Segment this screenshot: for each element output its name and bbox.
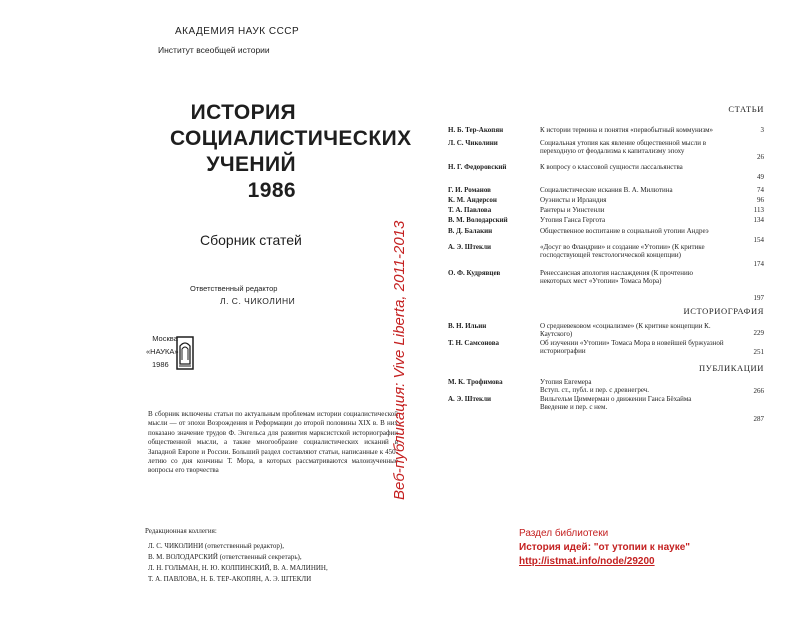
toc-subtitle: Введение и пер. с нем. bbox=[540, 403, 608, 412]
toc-author: М. К. Трофимова bbox=[448, 378, 503, 386]
toc-title bbox=[540, 227, 726, 235]
academy-name: АКАДЕМИЯ НАУК СССР bbox=[175, 26, 300, 37]
title-line: ИСТОРИЯ bbox=[190, 101, 296, 124]
toc-title-text: О средневековом «социализме» (К критике концепции К. Каутского) bbox=[540, 322, 711, 339]
toc-title bbox=[540, 322, 726, 338]
toc-title-text: Социальная утопия как явление общественной мысли в переходную от феодализма к капитализму эпоху bbox=[540, 139, 706, 156]
toc-page-number: 49 bbox=[757, 173, 764, 181]
toc-title-text: Рантеры и Уинстенли bbox=[540, 206, 605, 214]
toc-author: Т. Н. Самсонова bbox=[448, 339, 499, 347]
institute-name: Институт всеобщей истории bbox=[158, 45, 270, 55]
web-publication-note: Веб-публикация: Vive Liberta, 2011-2013 bbox=[391, 220, 408, 500]
toc-page-number: 134 bbox=[753, 216, 764, 224]
toc-title-text: «Досуг во Фландрии» и создание «Утопии» (К критике господствующей текстологической концепции) bbox=[540, 243, 705, 260]
toc-title bbox=[540, 243, 726, 259]
toc-title bbox=[540, 196, 726, 204]
toc-author: Л. С. Чиколини bbox=[448, 139, 498, 147]
toc-title-text: Оуэнисты и Ирландия bbox=[540, 196, 607, 204]
editor-name: Л. С. ЧИКОЛИНИ bbox=[220, 296, 296, 306]
library-link[interactable]: http://istmat.info/node/29200 bbox=[519, 556, 655, 567]
annotation: В сборник включены статьи по актуальным проблемам истории социалистической мысли — от эпохи Возрождения и Реформации до второй половины XIX в. В них показано значение трудов Ф. Энгельса для развития марксистской историографии общественной мысли, а также многообразие социалистических исканий в Западной Европе и России. Больший раздел составляют статьи, написанные к 450-летию со дня кончины Т. Мора, в которых рассматриваются малоизученные вопросы его творчества bbox=[148, 410, 398, 475]
book-subtitle: Сборник статей bbox=[200, 232, 302, 248]
toc-title bbox=[540, 378, 726, 394]
toc-title bbox=[540, 163, 726, 171]
toc-title-text: Утопия Евгемера bbox=[540, 378, 592, 386]
toc-page-number: 251 bbox=[753, 348, 764, 356]
board-line: Л. Н. ГОЛЬМАН, Н. Ю. КОЛПИНСКИЙ, В. А. МАЛИНИН, bbox=[148, 564, 328, 572]
toc-author: В. Д. Балакин bbox=[448, 227, 493, 235]
publisher-year: 1986 bbox=[152, 360, 169, 369]
toc-subtitle: Вступ. ст., публ. и пер. с древнегреч. bbox=[540, 386, 650, 395]
toc-title-text: Общественное воспитание в социальной утопии Андреэ bbox=[540, 227, 709, 235]
toc-page-number: 174 bbox=[753, 260, 764, 268]
book-title bbox=[170, 100, 412, 204]
toc-author: А. Э. Штекли bbox=[448, 395, 492, 403]
toc-page-number: 26 bbox=[757, 153, 764, 161]
toc-author: Н. Б. Тер-Акопян bbox=[448, 126, 504, 134]
toc-title bbox=[540, 216, 726, 224]
publisher-name: «НАУКА» bbox=[146, 347, 179, 356]
toc-author: В. М. Володарский bbox=[448, 216, 508, 224]
toc-title-text: К вопросу о классовой сущности лассальянства bbox=[540, 163, 683, 171]
toc-page-number: 96 bbox=[757, 196, 764, 204]
toc-page-number: 74 bbox=[757, 186, 764, 194]
toc-title bbox=[540, 395, 726, 411]
board-label: Редакционная коллегия: bbox=[145, 527, 217, 535]
toc-title-text: Утопия Ганса Гергота bbox=[540, 216, 606, 224]
toc-author: О. Ф. Кудрявцев bbox=[448, 269, 501, 277]
toc-author: А. Э. Штекли bbox=[448, 243, 492, 251]
toc-page-number: 113 bbox=[753, 206, 764, 214]
toc-title bbox=[540, 339, 726, 355]
toc-title bbox=[540, 186, 726, 194]
toc-title-text: Ренессансная апология наслаждения (К прочтению некоторых мест «Утопии» Томаса Мора) bbox=[540, 269, 694, 286]
library-section-label: Раздел библиотеки bbox=[519, 528, 609, 539]
board-line: Т. А. ПАВЛОВА, Н. Б. ТЕР-АКОПЯН, А. Э. ШТЕКЛИ bbox=[148, 575, 312, 583]
editor-label: Ответственный редактор bbox=[190, 284, 278, 293]
toc-title-text: Социалистические искания В. А. Милютина bbox=[540, 186, 673, 194]
section-publications: ПУБЛИКАЦИИ bbox=[699, 363, 764, 373]
title-line: 1986 bbox=[247, 179, 296, 202]
toc-page-number: 154 bbox=[753, 236, 764, 244]
toc-page-number: 266 bbox=[753, 387, 764, 395]
library-topic: История идей: "от утопии к науке" bbox=[519, 542, 691, 553]
toc-author: К. М. Андерсон bbox=[448, 196, 497, 204]
board-line: Л. С. ЧИКОЛИНИ (ответственный редактор), bbox=[148, 542, 284, 550]
toc-title bbox=[540, 206, 726, 214]
title-line: СОЦИАЛИСТИЧЕСКИХ bbox=[170, 127, 412, 150]
toc-author: Н. Г. Федоровский bbox=[448, 163, 507, 171]
toc-author: Г. И. Романов bbox=[448, 186, 491, 194]
toc-title-text: Вильгельм Циммерман о движении Ганса Бёхайма bbox=[540, 395, 692, 403]
toc-title-text: Об изучении «Утопии» Томаса Мора в новейшей буржуазной историографии bbox=[540, 339, 724, 356]
publisher-logo-icon bbox=[176, 336, 194, 370]
board-line: В. М. ВОЛОДАРСКИЙ (ответственный секретарь), bbox=[148, 553, 302, 561]
toc-title bbox=[540, 269, 726, 285]
publisher-city: Москва bbox=[152, 334, 178, 343]
toc-page-number: 197 bbox=[753, 294, 764, 302]
section-historiography: ИСТОРИОГРАФИЯ bbox=[683, 306, 764, 316]
toc-author: В. Н. Ильин bbox=[448, 322, 487, 330]
toc-page-number: 3 bbox=[760, 126, 764, 134]
title-line: УЧЕНИЙ bbox=[206, 153, 296, 176]
toc-page-number: 287 bbox=[753, 415, 764, 423]
section-articles: СТАТЬИ bbox=[728, 104, 764, 114]
toc-page-number: 229 bbox=[753, 329, 764, 337]
toc-title-text: К истории термина и понятия «первобытный коммунизм» bbox=[540, 126, 714, 134]
toc-title bbox=[540, 126, 726, 134]
toc-author: Т. А. Павлова bbox=[448, 206, 492, 214]
toc-title bbox=[540, 139, 726, 155]
